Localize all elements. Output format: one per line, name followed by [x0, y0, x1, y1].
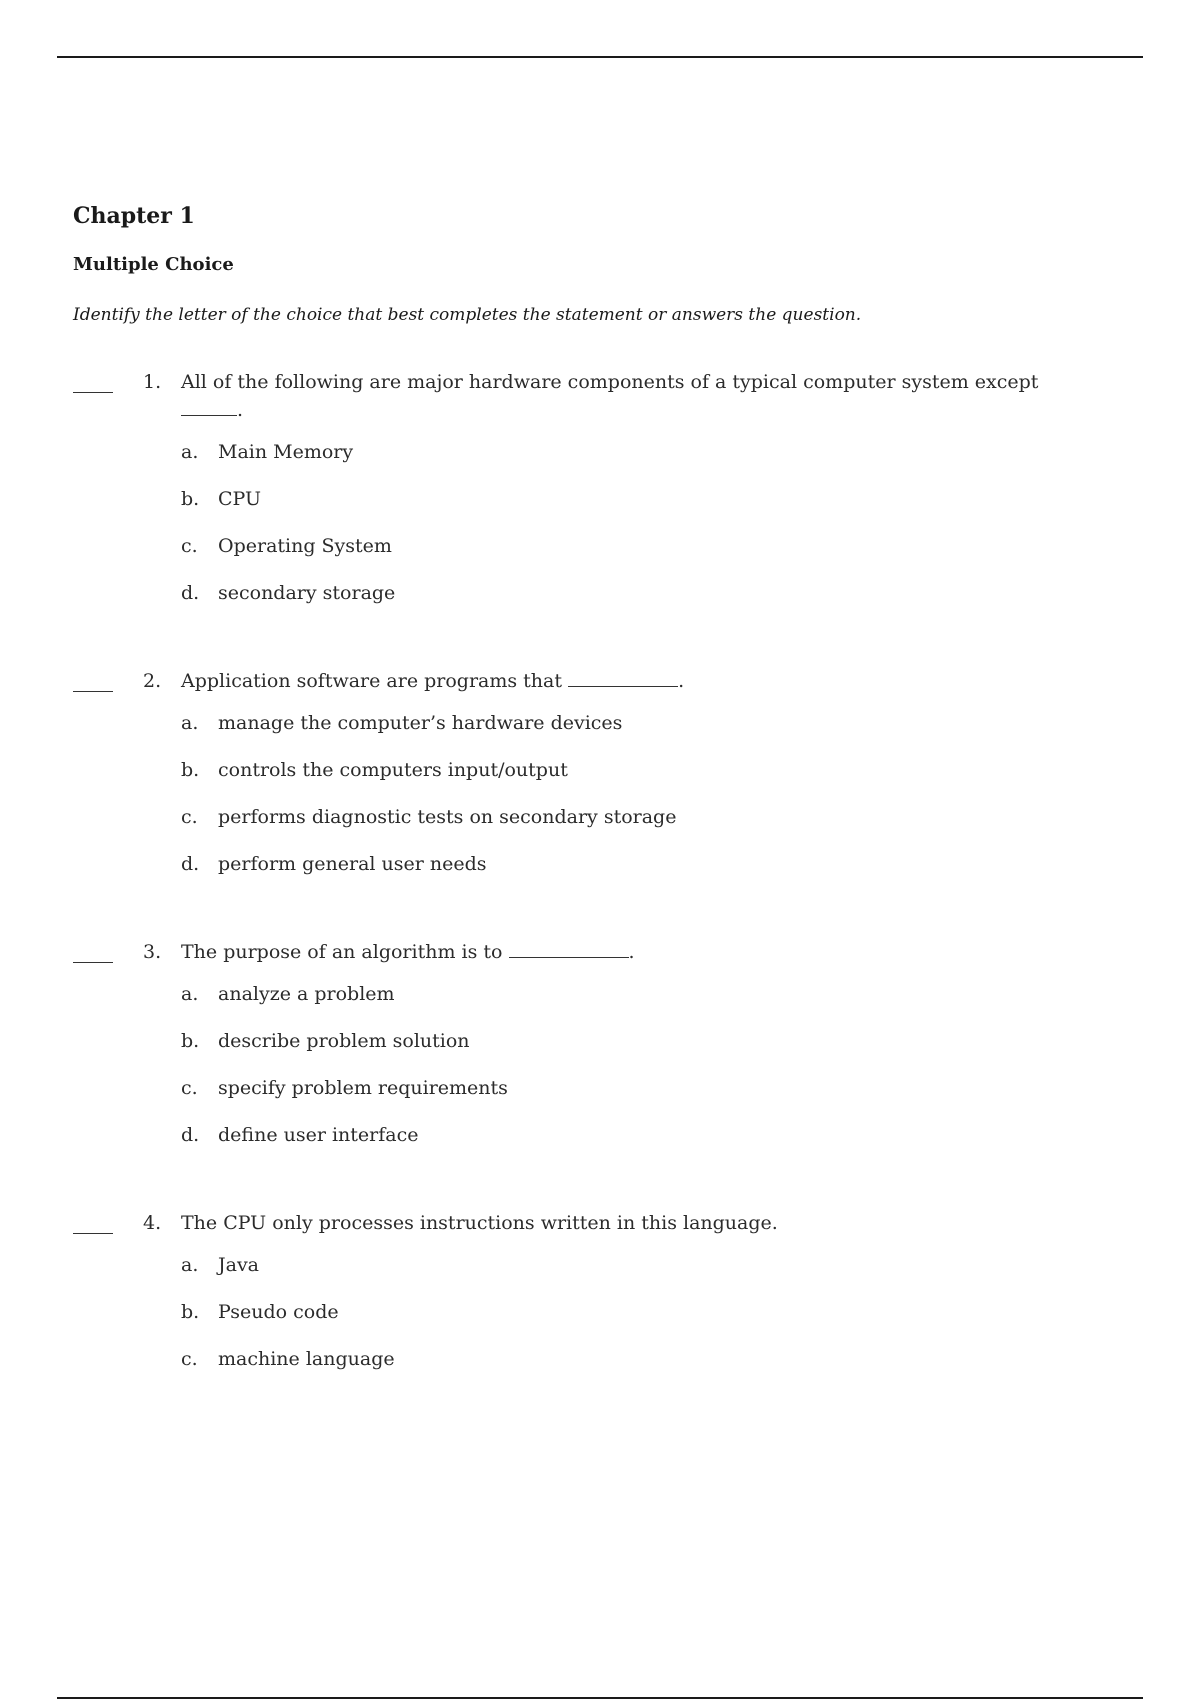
fill-in-blank: [509, 939, 629, 958]
choice-letter: d.: [181, 582, 200, 604]
question-3: [73, 938, 1133, 1149]
choice-text: machine language: [218, 1348, 395, 1370]
stem-text: All of the following are major hardware components of a typical computer system except: [181, 371, 1039, 393]
question-4: [73, 1209, 1133, 1373]
question-number: 3.: [143, 941, 162, 963]
choice-b[interactable]: [181, 1027, 1133, 1055]
stem-end: .: [678, 670, 685, 692]
choice-text: Pseudo code: [218, 1301, 339, 1323]
answer-blank[interactable]: [73, 691, 113, 692]
choice-letter: a.: [181, 712, 199, 734]
stem-end: .: [237, 399, 244, 421]
question-1: [73, 368, 1133, 607]
choice-text: CPU: [218, 488, 262, 510]
choice-text: specify problem requirements: [218, 1077, 508, 1099]
choice-text: describe problem solution: [218, 1030, 470, 1052]
fill-in-blank: [568, 668, 678, 687]
section-title: Multiple Choice: [73, 254, 234, 275]
choice-d[interactable]: [181, 850, 1133, 878]
choice-letter: c.: [181, 806, 198, 828]
choice-letter: b.: [181, 488, 200, 510]
choice-a[interactable]: [181, 438, 1133, 466]
choice-letter: a.: [181, 441, 199, 463]
choice-text: performs diagnostic tests on secondary storage: [218, 806, 677, 828]
choice-list: [181, 709, 1133, 878]
choice-letter: b.: [181, 1030, 200, 1052]
choice-letter: b.: [181, 759, 200, 781]
question-stem: [181, 667, 1041, 695]
choice-list: [181, 438, 1133, 607]
choice-b[interactable]: [181, 485, 1133, 513]
choice-text: analyze a problem: [218, 983, 395, 1005]
choice-c[interactable]: [181, 803, 1133, 831]
choice-text: perform general user needs: [218, 853, 487, 875]
question-number: 2.: [143, 670, 162, 692]
instructions: Identify the letter of the choice that best completes the statement or answers the question.: [73, 305, 862, 325]
choice-text: Java: [218, 1254, 260, 1276]
choice-b[interactable]: [181, 1298, 1133, 1326]
choice-letter: d.: [181, 1124, 200, 1146]
fill-in-blank: [181, 397, 237, 416]
choice-letter: c.: [181, 1348, 198, 1370]
choice-letter: a.: [181, 983, 199, 1005]
choice-letter: b.: [181, 1301, 200, 1323]
stem-end: .: [628, 941, 635, 963]
question-list: [73, 368, 1133, 1373]
choice-text: Main Memory: [218, 441, 354, 463]
question-number: 1.: [143, 371, 162, 393]
choice-list: [181, 980, 1133, 1149]
choice-a[interactable]: [181, 709, 1133, 737]
choice-letter: d.: [181, 853, 200, 875]
document-body: [73, 198, 1133, 1433]
choice-letter: c.: [181, 1077, 198, 1099]
choice-text: manage the computer’s hardware devices: [218, 712, 623, 734]
stem-text: The CPU only processes instructions written in this language.: [181, 1212, 778, 1234]
choice-text: controls the computers input/output: [218, 759, 568, 781]
stem-text: Application software are programs that: [181, 670, 563, 692]
choice-d[interactable]: [181, 579, 1133, 607]
choice-b[interactable]: [181, 756, 1133, 784]
question-stem: [181, 1209, 1041, 1237]
choice-letter: a.: [181, 1254, 199, 1276]
question-number: 4.: [143, 1212, 162, 1234]
choice-a[interactable]: [181, 980, 1133, 1008]
answer-blank[interactable]: [73, 1233, 113, 1234]
footer-rule: [57, 1697, 1143, 1699]
header-rule: [57, 56, 1143, 58]
question-stem: [181, 368, 1041, 424]
answer-blank[interactable]: [73, 392, 113, 393]
answer-blank[interactable]: [73, 962, 113, 963]
choice-text: secondary storage: [218, 582, 396, 604]
chapter-title: Chapter 1: [73, 203, 195, 229]
choice-letter: c.: [181, 535, 198, 557]
choice-text: Operating System: [218, 535, 392, 557]
choice-text: define user interface: [218, 1124, 419, 1146]
choice-d[interactable]: [181, 1121, 1133, 1149]
choice-c[interactable]: [181, 1074, 1133, 1102]
choice-c[interactable]: [181, 532, 1133, 560]
question-2: [73, 667, 1133, 878]
question-stem: [181, 938, 1041, 966]
choice-list: [181, 1251, 1133, 1373]
choice-c[interactable]: [181, 1345, 1133, 1373]
choice-a[interactable]: [181, 1251, 1133, 1279]
stem-text: The purpose of an algorithm is to: [181, 941, 503, 963]
